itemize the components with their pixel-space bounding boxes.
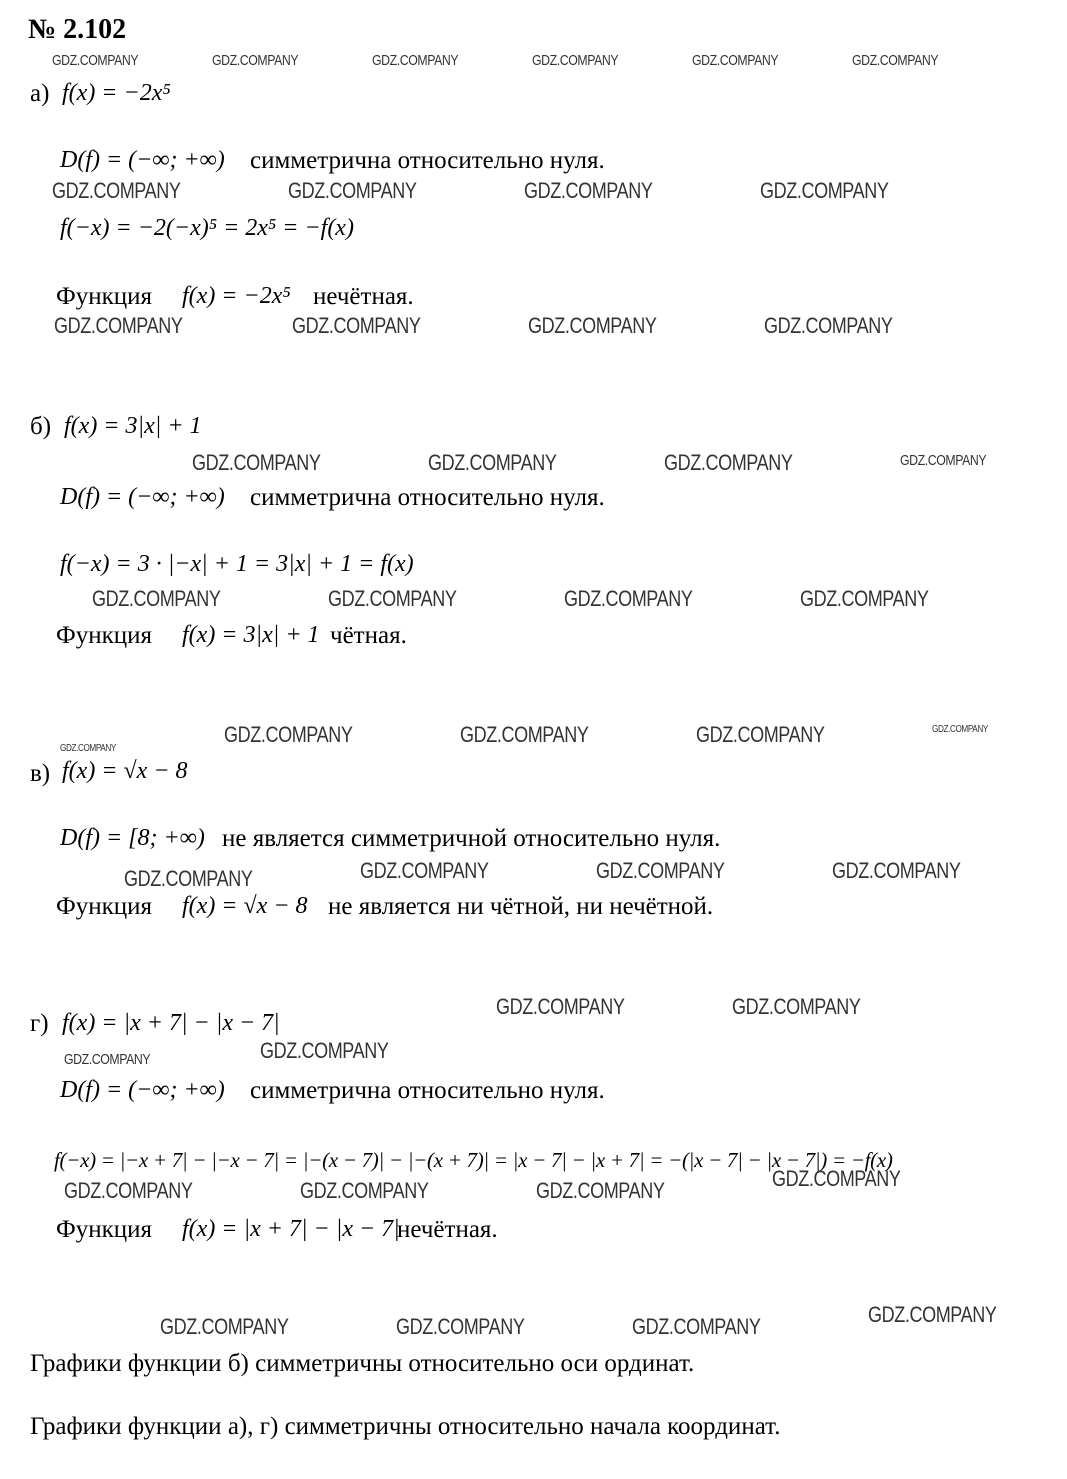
part-a-label: а) bbox=[30, 80, 50, 107]
watermark: GDZ.COMPANY bbox=[52, 52, 139, 69]
watermark: GDZ.COMPANY bbox=[496, 994, 625, 1019]
part-a-domain-text: симметрична относительно нуля. bbox=[250, 147, 605, 174]
part-a-calculation: f(−x) = −2(−x)⁵ = 2x⁵ = −f(x) bbox=[60, 215, 354, 241]
part-b-conclusion-function: f(x) = 3|x| + 1 bbox=[182, 622, 320, 648]
watermark: GDZ.COMPANY bbox=[428, 450, 557, 475]
watermark: GDZ.COMPANY bbox=[764, 313, 893, 338]
part-v-domain-text: не является симметричной относительно нуля. bbox=[222, 825, 721, 852]
part-g-label: г) bbox=[30, 1010, 49, 1037]
watermark: GDZ.COMPANY bbox=[64, 1178, 193, 1203]
part-g-domain-expr: D(f) = (−∞; +∞) bbox=[60, 1077, 225, 1103]
watermark: GDZ.COMPANY bbox=[60, 743, 116, 754]
part-v-domain-expr: D(f) = [8; +∞) bbox=[60, 825, 205, 851]
part-v-function: f(x) = √x − 8 bbox=[62, 758, 188, 784]
part-g-conclusion-result: нечётная. bbox=[397, 1216, 498, 1243]
watermark: GDZ.COMPANY bbox=[868, 1302, 997, 1327]
part-v-conclusion-word: Функция bbox=[56, 893, 153, 920]
watermark: GDZ.COMPANY bbox=[64, 1051, 151, 1068]
watermark: GDZ.COMPANY bbox=[696, 722, 825, 747]
watermark: GDZ.COMPANY bbox=[160, 1314, 289, 1339]
part-a-domain-expr: D(f) = (−∞; +∞) bbox=[60, 147, 225, 173]
watermark: GDZ.COMPANY bbox=[732, 994, 861, 1019]
watermark: GDZ.COMPANY bbox=[832, 858, 961, 883]
watermark: GDZ.COMPANY bbox=[372, 52, 459, 69]
part-v-label: в) bbox=[30, 760, 51, 787]
watermark: GDZ.COMPANY bbox=[292, 313, 421, 338]
watermark: GDZ.COMPANY bbox=[536, 1178, 665, 1203]
watermark: GDZ.COMPANY bbox=[300, 1178, 429, 1203]
watermark: GDZ.COMPANY bbox=[760, 178, 889, 203]
part-b-label: б) bbox=[30, 413, 52, 440]
watermark: GDZ.COMPANY bbox=[212, 52, 299, 69]
part-a-conclusion-result: нечётная. bbox=[313, 283, 414, 310]
watermark: GDZ.COMPANY bbox=[92, 586, 221, 611]
watermark: GDZ.COMPANY bbox=[360, 858, 489, 883]
watermark: GDZ.COMPANY bbox=[328, 586, 457, 611]
part-a-function: f(x) = −2x⁵ bbox=[62, 80, 171, 106]
part-b-conclusion-result: чётная. bbox=[330, 622, 407, 649]
summary-line-1: Графики функции б) симметричны относительно оси ординат. bbox=[30, 1350, 695, 1377]
summary-line-2: Графики функции а), г) симметричны относительно начала координат. bbox=[30, 1413, 781, 1440]
part-b-domain-text: симметрична относительно нуля. bbox=[250, 484, 605, 511]
watermark: GDZ.COMPANY bbox=[524, 178, 653, 203]
watermark: GDZ.COMPANY bbox=[460, 722, 589, 747]
watermark: GDZ.COMPANY bbox=[396, 1314, 525, 1339]
watermark: GDZ.COMPANY bbox=[632, 1314, 761, 1339]
part-b-calculation: f(−x) = 3 · |−x| + 1 = 3|x| + 1 = f(x) bbox=[60, 551, 414, 577]
page-title: № 2.102 bbox=[28, 14, 127, 45]
watermark: GDZ.COMPANY bbox=[192, 450, 321, 475]
watermark: GDZ.COMPANY bbox=[664, 450, 793, 475]
watermark: GDZ.COMPANY bbox=[772, 1166, 901, 1191]
part-g-domain-text: симметрична относительно нуля. bbox=[250, 1077, 605, 1104]
watermark: GDZ.COMPANY bbox=[260, 1038, 389, 1063]
part-g-conclusion-word: Функция bbox=[56, 1216, 153, 1243]
part-b-conclusion-word: Функция bbox=[56, 622, 153, 649]
part-b-domain-expr: D(f) = (−∞; +∞) bbox=[60, 484, 225, 510]
watermark: GDZ.COMPANY bbox=[692, 52, 779, 69]
watermark: GDZ.COMPANY bbox=[54, 313, 183, 338]
watermark: GDZ.COMPANY bbox=[532, 52, 619, 69]
watermark: GDZ.COMPANY bbox=[900, 452, 987, 469]
watermark: GDZ.COMPANY bbox=[596, 858, 725, 883]
watermark: GDZ.COMPANY bbox=[528, 313, 657, 338]
part-v-conclusion-function: f(x) = √x − 8 bbox=[182, 893, 308, 919]
watermark: GDZ.COMPANY bbox=[800, 586, 929, 611]
watermark: GDZ.COMPANY bbox=[52, 178, 181, 203]
part-v-conclusion-result: не является ни чётной, ни нечётной. bbox=[328, 893, 714, 920]
part-g-function: f(x) = |x + 7| − |x − 7| bbox=[62, 1010, 280, 1036]
watermark: GDZ.COMPANY bbox=[564, 586, 693, 611]
part-b-function: f(x) = 3|x| + 1 bbox=[64, 413, 202, 439]
part-g-conclusion-function: f(x) = |x + 7| − |x − 7| bbox=[182, 1216, 400, 1242]
part-g-calculation: f(−x) = |−x + 7| − |−x − 7| = |−(x − 7)| − |−(x + 7)| = |x − 7| − |x + 7| = −(|x − 7| − |x − 7|) = −f(x) bbox=[54, 1148, 893, 1172]
watermark: GDZ.COMPANY bbox=[852, 52, 939, 69]
watermark: GDZ.COMPANY bbox=[224, 722, 353, 747]
watermark: GDZ.COMPANY bbox=[124, 866, 253, 891]
watermark: GDZ.COMPANY bbox=[932, 724, 988, 735]
watermark: GDZ.COMPANY bbox=[288, 178, 417, 203]
part-a-conclusion-function: f(x) = −2x⁵ bbox=[182, 283, 291, 309]
part-a-conclusion-word: Функция bbox=[56, 283, 153, 310]
